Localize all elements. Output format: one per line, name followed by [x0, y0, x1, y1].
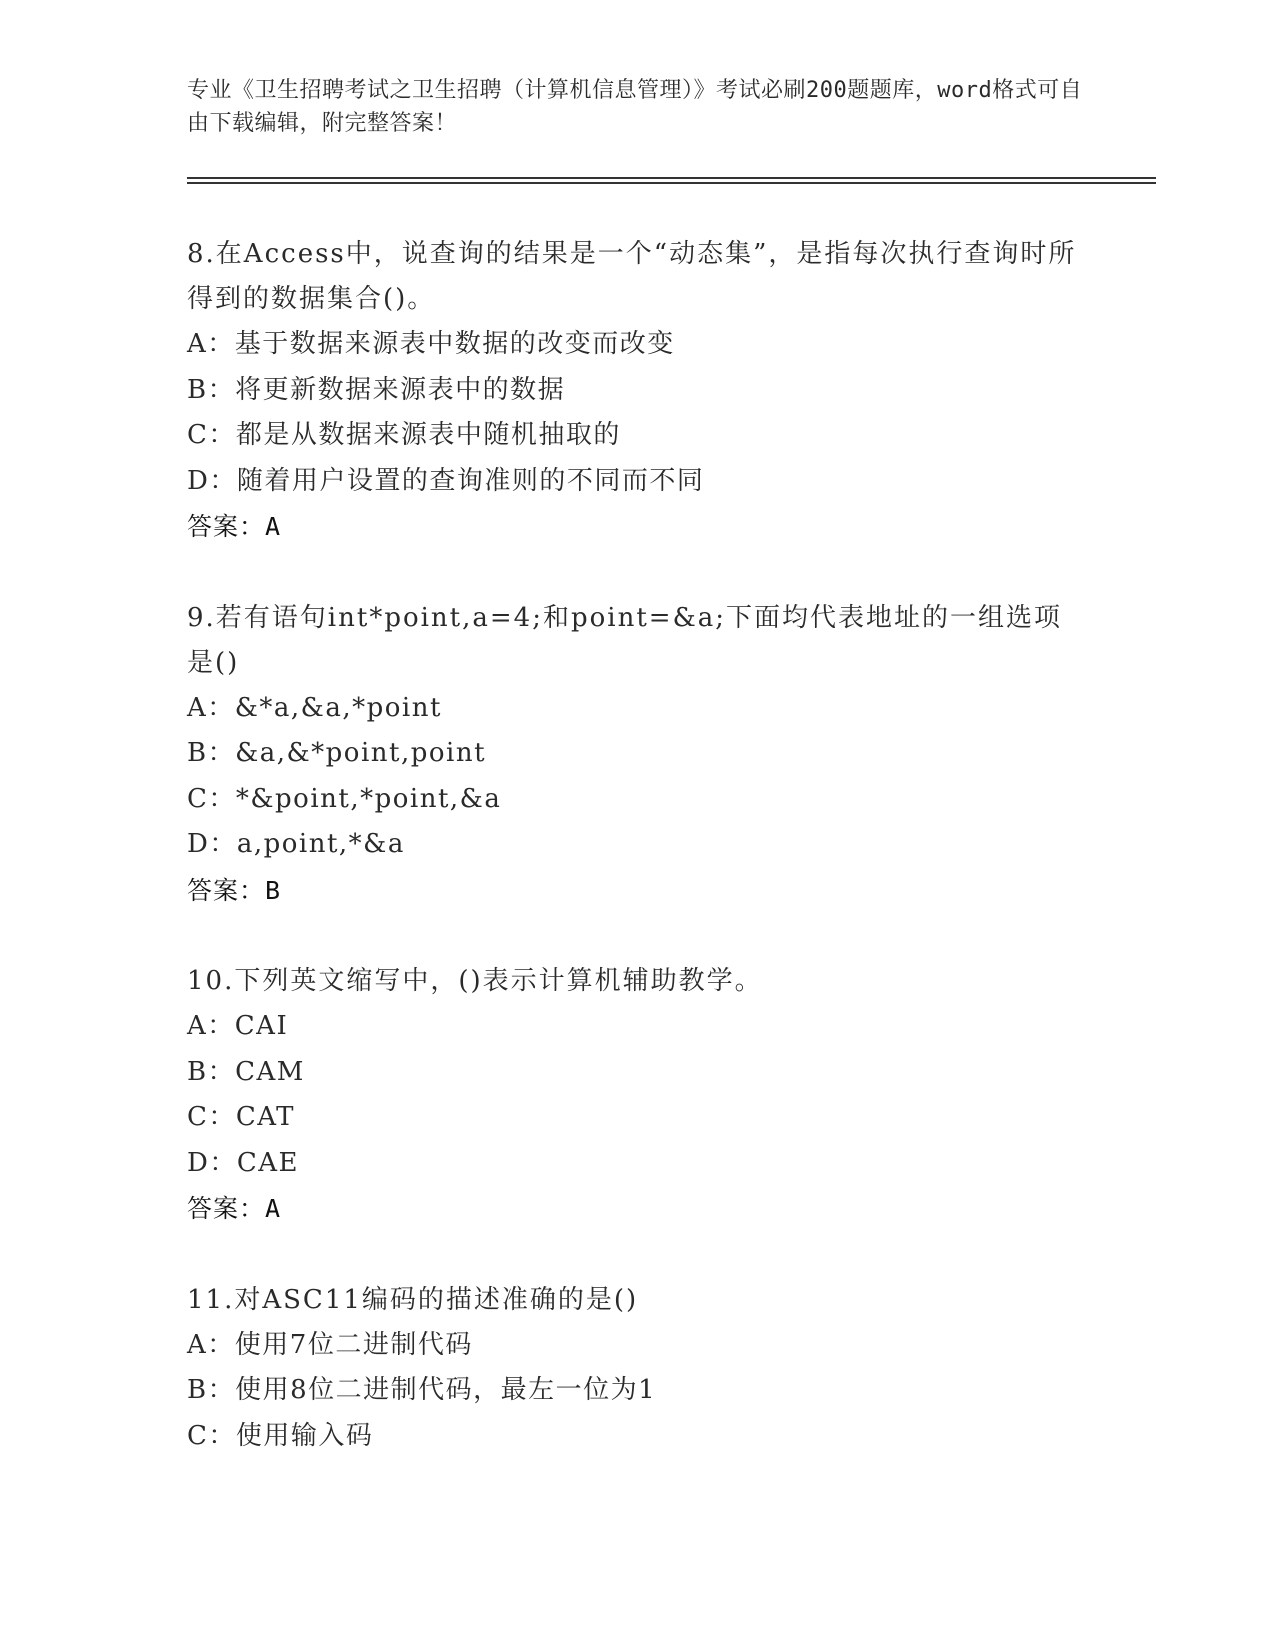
- option-a: A：使用7位二进制代码: [187, 1329, 473, 1360]
- question-8: [187, 232, 1087, 550]
- question-10: [187, 959, 1087, 1232]
- option-b: B：&a,&*point,point: [187, 738, 487, 768]
- header-rule-bottom: [187, 182, 1156, 184]
- option-b: B：CAM: [187, 1056, 305, 1087]
- option-a: A：&*a,&a,*point: [187, 692, 442, 723]
- document-header: 专业《卫生招聘考试之卫生招聘（计算机信息管理）》考试必刷200题题库，word格式可自由下载编辑，附完整答案！: [187, 78, 1083, 136]
- answer: 答案：B: [187, 875, 282, 905]
- option-a: A：基于数据来源表中数据的改变而改变: [187, 329, 675, 359]
- option-c: C：CAT: [187, 1102, 295, 1132]
- question-11: [187, 1278, 1087, 1460]
- option-a: A：CAI: [187, 1011, 289, 1041]
- question-9: [187, 596, 1087, 914]
- option-d: D：CAE: [187, 1147, 299, 1178]
- option-c: C：使用输入码: [187, 1420, 374, 1451]
- option-b: B：使用8位二进制代码，最左一位为1: [187, 1375, 657, 1405]
- question-text: 8.在Access中，说查询的结果是一个“动态集”，是指每次执行查询时所得到的数据集合()。: [187, 239, 1077, 314]
- option-c: C：都是从数据来源表中随机抽取的: [187, 420, 621, 450]
- question-text: 10.下列英文缩写中，()表示计算机辅助教学。: [187, 966, 763, 996]
- option-c: C：*&point,*point,&a: [187, 783, 502, 814]
- answer: 答案：A: [187, 512, 282, 541]
- answer: 答案：A: [187, 1194, 282, 1223]
- question-text: 9.若有语句int*point,a=4;和point=&a;下面均代表地址的一组选项是(): [187, 602, 1062, 678]
- option-d: D：a,point,*&a: [187, 829, 405, 859]
- option-d: D：随着用户设置的查询准则的不同而不同: [187, 465, 705, 496]
- question-list: [187, 232, 1087, 1505]
- option-b: B：将更新数据来源表中的数据: [187, 374, 566, 405]
- header-rule-top: [187, 177, 1156, 179]
- question-text: 11.对ASC11编码的描述准确的是(): [187, 1284, 639, 1315]
